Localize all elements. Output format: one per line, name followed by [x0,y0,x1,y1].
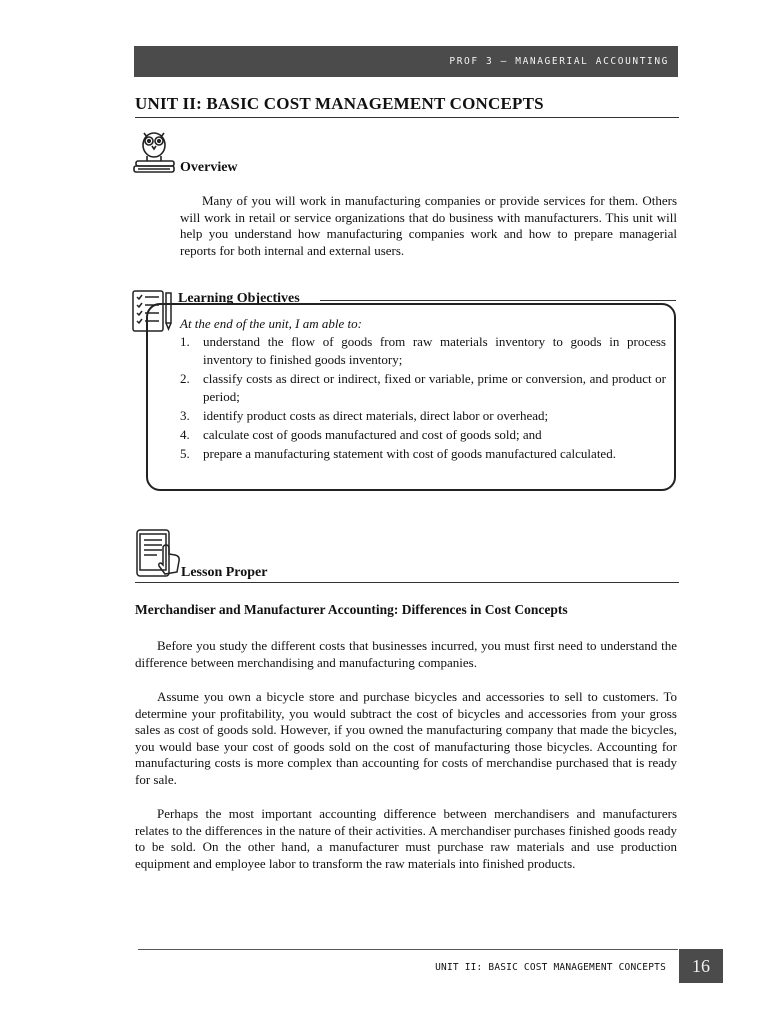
lesson-subheading: Merchandiser and Manufacturer Accounting: Differences in Cost Concepts [135,602,568,617]
unit-title: UNIT II: BASIC COST MANAGEMENT CONCEPTS [135,94,679,118]
list-item: 2. classify costs as direct or indirect, fixed or variable, prime or conversion, and product or period; [180,371,666,404]
objectives-heading-rule [320,300,676,301]
lesson-heading-rule [135,582,679,583]
course-title: PROF 3 – MANAGERIAL ACCOUNTING [449,56,669,67]
lesson-paragraph-2: Assume you own a bicycle store and purchase bicycles and accessories to sell to customers. To determine your profitability, you would subtract the cost of bicycles and accessories from your gross sales as cost of goods sold. However, if you owned the manufacturing company that made the bicycles, you would base your cost of goods sold on the cost of manufacturing those bicycles. Accounting for manufacturing costs is more complex than accounting for costs of merchandise purchased that is ready for sale. [135,689,677,787]
objectives-heading: Learning Objectives [178,291,300,306]
overview-text: Many of you will work in manufacturing companies or provide services for them. Others will work in retail or service organizations that do business with manufacturers. This unit will help you understand how manufacturing companies work and how to prepare managerial reports for both internal and external users. [180,193,677,258]
lesson-heading: Lesson Proper [181,565,268,580]
list-item: 1. understand the flow of goods from raw materials inventory to goods in process inventory to finished goods inventory; [180,334,666,367]
list-item: 4. calculate cost of goods manufactured and cost of goods sold; and [180,427,542,442]
lesson-paragraph-3: Perhaps the most important accounting difference between merchandisers and manufacturers relates to the differences in the nature of their activities. A merchandiser purchases finished goods ready to be sold. On the other hand, a manufacturer must purchase raw materials and use production equipment and employee labor to transform the raw materials into finished products. [135,806,677,871]
objectives-intro: At the end of the unit, I am able to: [180,316,362,331]
owl-on-books-icon [132,128,178,176]
overview-heading: Overview [180,160,238,175]
lesson-paragraph-1: Before you study the different costs that businesses incurred, you must first need to understand the difference between merchandising and manufacturing companies. [135,638,677,670]
footer-unit-title: UNIT II: BASIC COST MANAGEMENT CONCEPTS [435,962,666,973]
footer-rule [138,949,678,950]
tablet-hand-icon [135,528,183,580]
list-item: 5. prepare a manufacturing statement with cost of goods manufactured calculated. [180,446,616,461]
header-bar [134,46,678,77]
page-number: 16 [679,949,723,983]
objectives-list [180,333,666,464]
list-item: 3. identify product costs as direct materials, direct labor or overhead; [180,408,549,423]
